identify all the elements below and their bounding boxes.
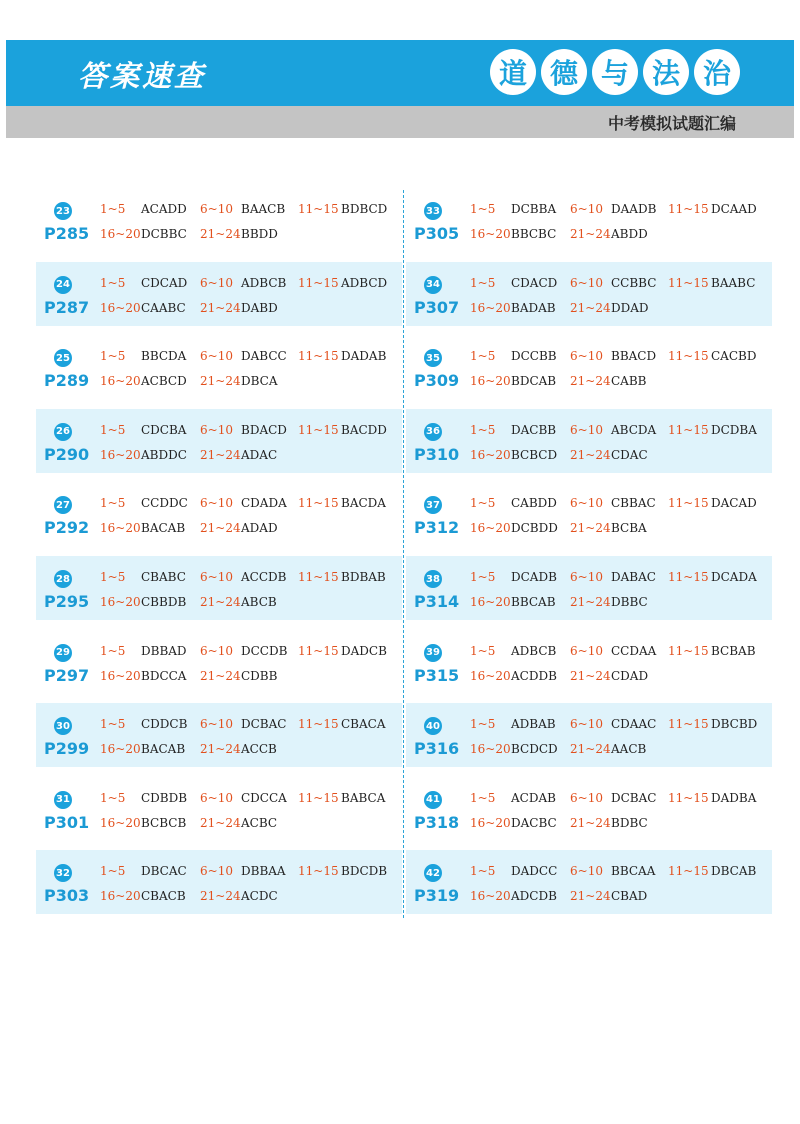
answer-row [406, 703, 772, 767]
range-label: 16~20 [100, 742, 141, 757]
answer-key: DABAC [611, 570, 656, 584]
answer-key: ACBC [241, 815, 278, 830]
range-label: 6~10 [570, 496, 603, 511]
answer-key: CDACD [511, 275, 558, 290]
answer-key: DBBAD [141, 643, 187, 658]
range-label: 1~5 [100, 790, 126, 805]
range-label: 11~15 [298, 570, 339, 584]
range-label: 16~20 [100, 668, 141, 683]
range-label: 11~15 [298, 790, 339, 805]
range-label: 21~24 [570, 447, 611, 462]
answer-key: BBACD [611, 349, 657, 364]
answer-row [36, 482, 402, 546]
answer-key: CDBB [241, 668, 278, 683]
subject-char: 法 [643, 49, 689, 95]
question-set-number: 27 [54, 496, 72, 514]
answer-key: ADBCB [511, 643, 557, 658]
answer-key: ACCDB [241, 570, 287, 584]
range-label: 11~15 [668, 349, 709, 364]
range-label: 21~24 [200, 742, 241, 757]
subject-char: 治 [694, 49, 740, 95]
page-reference: P314 [414, 592, 460, 611]
range-label: 1~5 [470, 202, 496, 216]
answer-key: DCBDD [511, 521, 558, 536]
range-label: 6~10 [570, 643, 603, 658]
range-label: 16~20 [100, 447, 141, 462]
answer-key: CCBBC [611, 275, 657, 290]
answer-key: BDBCD [341, 202, 388, 216]
range-label: 6~10 [200, 864, 233, 879]
question-set-number: 38 [424, 570, 442, 588]
range-label: 21~24 [570, 889, 611, 904]
answer-row [36, 188, 402, 252]
range-label: 1~5 [470, 717, 496, 732]
answer-key: BACDA [341, 496, 386, 511]
answer-key: DADAB [341, 349, 387, 364]
answer-key: DBBAA [241, 864, 286, 879]
range-label: 6~10 [200, 349, 233, 364]
answer-key: ADBAB [511, 717, 556, 732]
answer-key: CCDDC [141, 496, 188, 511]
question-set-number: 32 [54, 864, 72, 882]
answer-key: BDCAB [511, 374, 557, 389]
range-label: 11~15 [668, 202, 709, 216]
range-label: 21~24 [200, 374, 241, 389]
answer-key: CCDAA [611, 643, 657, 658]
range-label: 1~5 [470, 570, 496, 584]
answer-key: DCADA [711, 570, 757, 584]
answer-key: BABCA [341, 790, 386, 805]
range-label: 1~5 [470, 790, 496, 805]
answer-row [406, 850, 772, 914]
range-label: 16~20 [100, 889, 141, 904]
answer-key: DBCBD [711, 717, 758, 732]
range-label: 1~5 [100, 422, 126, 437]
answer-key: CDCBA [141, 422, 187, 437]
range-label: 11~15 [668, 496, 709, 511]
page-reference: P285 [44, 224, 90, 243]
range-label: 21~24 [570, 300, 611, 315]
page-reference: P290 [44, 444, 90, 464]
answer-key: DDAD [611, 300, 649, 315]
answer-key: DBCAC [141, 864, 187, 879]
answer-key: BCBA [611, 521, 647, 536]
answer-key: CBAD [611, 889, 648, 904]
range-label: 16~20 [470, 447, 511, 462]
page-reference: P310 [414, 444, 460, 464]
answer-key: DCBAC [241, 717, 287, 732]
range-label: 16~20 [100, 815, 141, 830]
range-label: 21~24 [200, 521, 241, 536]
range-label: 1~5 [470, 864, 496, 879]
range-label: 1~5 [100, 570, 126, 584]
range-label: 6~10 [570, 349, 603, 364]
answer-row [36, 777, 402, 841]
range-label: 11~15 [298, 643, 339, 658]
answer-key: DBCA [241, 374, 278, 389]
answer-key: ACBCD [141, 374, 187, 389]
page-reference: P305 [414, 224, 460, 243]
answer-key: CDCAD [141, 275, 188, 290]
range-label: 16~20 [100, 374, 141, 389]
answer-row [36, 409, 402, 473]
page-reference: P303 [44, 886, 90, 906]
answer-key: CBACA [341, 717, 386, 732]
answer-row [36, 703, 402, 767]
range-label: 1~5 [100, 717, 126, 732]
answer-key: CACBD [711, 349, 757, 364]
answer-key: DCDBA [711, 422, 757, 437]
range-label: 21~24 [570, 742, 611, 757]
answer-key: DABCC [241, 349, 287, 364]
answer-key: DBBC [611, 595, 648, 609]
subtitle: 中考模拟试题汇编 [607, 114, 736, 133]
answer-key: CDBDB [141, 790, 188, 805]
answer-key: BDBC [611, 815, 648, 830]
range-label: 11~15 [298, 496, 339, 511]
range-label: 16~20 [100, 300, 141, 315]
answer-key: BCBAB [711, 643, 756, 658]
range-label: 21~24 [570, 227, 611, 241]
range-label: 11~15 [298, 202, 339, 216]
answer-key: BAACB [241, 202, 286, 216]
answer-key: DCADB [511, 570, 557, 584]
range-label: 16~20 [470, 668, 511, 683]
answer-row [406, 188, 772, 252]
answer-key: BACAB [141, 742, 186, 757]
answer-key: DCCBB [511, 349, 557, 364]
range-label: 6~10 [200, 496, 233, 511]
range-label: 16~20 [470, 889, 511, 904]
answer-key: DACAD [711, 496, 757, 511]
question-set-number: 34 [424, 276, 442, 294]
range-label: 6~10 [200, 422, 233, 437]
question-set-number: 36 [424, 423, 442, 441]
range-label: 16~20 [100, 521, 141, 536]
answer-key: BAABC [711, 275, 756, 290]
range-label: 1~5 [100, 643, 126, 658]
answer-row [406, 482, 772, 546]
range-label: 1~5 [470, 422, 496, 437]
answer-key: BBCAA [611, 864, 656, 879]
page-reference: P319 [414, 886, 460, 906]
answer-key: CABB [611, 374, 647, 389]
answer-key: ABDDC [141, 447, 187, 462]
answer-key: DABD [241, 300, 278, 315]
answer-row [36, 850, 402, 914]
answer-key: BACDD [341, 422, 387, 437]
range-label: 6~10 [570, 275, 603, 290]
answer-key: DCBBA [511, 202, 557, 216]
subject-char: 道 [490, 49, 536, 95]
range-label: 21~24 [200, 447, 241, 462]
answer-row [406, 409, 772, 473]
range-label: 1~5 [100, 275, 126, 290]
range-label: 1~5 [100, 349, 126, 364]
range-label: 1~5 [470, 349, 496, 364]
answer-key: DAADB [611, 202, 657, 216]
answer-key: CDCCA [241, 790, 287, 805]
range-label: 11~15 [668, 717, 709, 732]
answer-key: DADBA [711, 790, 757, 805]
range-label: 16~20 [470, 227, 511, 241]
range-label: 1~5 [100, 496, 126, 511]
answer-key: ADBCB [241, 275, 287, 290]
answer-key: BBCDA [141, 349, 187, 364]
answer-key: ACDDB [511, 668, 557, 683]
answer-key: CBACB [141, 889, 186, 904]
answer-key: BCBCD [511, 447, 558, 462]
range-label: 1~5 [100, 202, 126, 216]
answer-key: CAABC [141, 300, 186, 315]
answer-key: DADCB [341, 643, 387, 658]
answer-row [36, 556, 402, 620]
answer-key: BADAB [511, 300, 556, 315]
answer-key: ADAC [241, 447, 278, 462]
answer-key: CABDD [511, 496, 557, 511]
answer-key: ACCB [241, 742, 277, 757]
answer-key: ABCB [241, 595, 277, 609]
page-reference: P297 [44, 665, 90, 685]
range-label: 16~20 [470, 742, 511, 757]
answer-key: ADAD [241, 521, 278, 536]
subject-char: 与 [592, 49, 638, 95]
answer-key: AACB [611, 742, 647, 757]
range-label: 11~15 [668, 570, 709, 584]
answer-row [406, 777, 772, 841]
answer-key: DCBBC [141, 227, 187, 241]
question-set-number: 31 [54, 791, 72, 809]
answer-key: BDBAB [341, 570, 386, 584]
answer-key: DCBAC [611, 790, 657, 805]
answer-key: BBDD [241, 227, 278, 241]
answer-key: BDACD [241, 422, 287, 437]
question-set-number: 35 [424, 349, 442, 367]
question-set-number: 30 [54, 717, 72, 735]
question-set-number: 42 [424, 864, 442, 882]
range-label: 1~5 [470, 643, 496, 658]
range-label: 16~20 [100, 595, 141, 609]
page-reference: P316 [414, 739, 460, 759]
page-reference: P318 [414, 812, 460, 832]
answer-key: DBCAB [711, 864, 757, 879]
question-set-number: 41 [424, 791, 442, 809]
range-label: 21~24 [200, 300, 241, 315]
header-bar [6, 40, 794, 106]
range-label: 6~10 [200, 275, 233, 290]
range-label: 21~24 [200, 815, 241, 830]
answer-key: DCAAD [711, 202, 757, 216]
header-title: 答案速查 [78, 59, 207, 93]
answer-key: BCDCD [511, 742, 558, 757]
answer-key: CDAC [611, 447, 648, 462]
range-label: 1~5 [100, 864, 126, 879]
answer-key: BACAB [141, 521, 186, 536]
range-label: 16~20 [100, 227, 141, 241]
range-label: 6~10 [570, 202, 603, 216]
column-divider [403, 190, 404, 918]
answer-row [406, 262, 772, 326]
range-label: 6~10 [570, 790, 603, 805]
range-label: 11~15 [298, 717, 339, 732]
answer-row [406, 630, 772, 694]
range-label: 21~24 [200, 889, 241, 904]
answer-row [36, 630, 402, 694]
range-label: 21~24 [570, 595, 611, 609]
range-label: 6~10 [200, 202, 233, 216]
answer-row [36, 262, 402, 326]
range-label: 11~15 [668, 422, 709, 437]
question-set-number: 28 [54, 570, 72, 588]
range-label: 11~15 [668, 275, 709, 290]
page-reference: P292 [44, 518, 90, 538]
range-label: 16~20 [470, 374, 511, 389]
answer-key: ACDAB [511, 790, 556, 805]
subtitle-bar [6, 106, 794, 138]
answer-row [36, 335, 402, 399]
answer-key: DACBB [511, 422, 557, 437]
answer-key: CDAD [611, 668, 649, 683]
range-label: 16~20 [470, 521, 511, 536]
answer-key: DADCC [511, 864, 558, 879]
question-set-number: 39 [424, 644, 442, 662]
range-label: 11~15 [298, 864, 339, 879]
answer-key: BCBCB [141, 815, 187, 830]
answer-key: BBCAB [511, 595, 556, 609]
question-set-number: 25 [54, 349, 72, 367]
page-reference: P289 [44, 371, 90, 391]
range-label: 11~15 [668, 790, 709, 805]
range-label: 1~5 [470, 275, 496, 290]
range-label: 16~20 [470, 300, 511, 315]
page-reference: P309 [414, 371, 460, 391]
page-reference: P295 [44, 592, 90, 611]
range-label: 21~24 [570, 815, 611, 830]
range-label: 11~15 [298, 275, 339, 290]
answer-key: DACBC [511, 815, 557, 830]
answer-key: ABCDA [611, 422, 657, 437]
answer-key: ADCDB [511, 889, 557, 904]
range-label: 6~10 [570, 864, 603, 879]
page-reference: P287 [44, 297, 90, 317]
range-label: 1~5 [470, 496, 496, 511]
question-set-number: 23 [54, 202, 72, 220]
range-label: 6~10 [570, 422, 603, 437]
subject-title [490, 49, 740, 95]
range-label: 21~24 [570, 521, 611, 536]
page-reference: P299 [44, 739, 90, 759]
subject-char: 德 [541, 49, 587, 95]
range-label: 11~15 [298, 422, 339, 437]
range-label: 6~10 [200, 570, 233, 584]
question-set-number: 24 [54, 276, 72, 294]
question-set-number: 40 [424, 717, 442, 735]
answer-key: DCCDB [241, 643, 288, 658]
range-label: 6~10 [570, 570, 603, 584]
range-label: 6~10 [200, 790, 233, 805]
answer-key: BDCCA [141, 668, 187, 683]
range-label: 21~24 [200, 595, 241, 609]
answer-key: ADBCD [341, 275, 388, 290]
answer-key: CDADA [241, 496, 287, 511]
range-label: 21~24 [200, 227, 241, 241]
answer-key: ACADD [141, 202, 187, 216]
question-set-number: 33 [424, 202, 442, 220]
range-label: 6~10 [200, 717, 233, 732]
range-label: 21~24 [200, 668, 241, 683]
range-label: 6~10 [200, 643, 233, 658]
answer-key: CDAAC [611, 717, 657, 732]
range-label: 16~20 [470, 815, 511, 830]
answer-key: BDCDB [341, 864, 388, 879]
range-label: 16~20 [470, 595, 511, 609]
range-label: 11~15 [298, 349, 339, 364]
question-set-number: 29 [54, 644, 72, 662]
answer-key: CBBAC [611, 496, 656, 511]
answer-key: CDDCB [141, 717, 188, 732]
page-reference: P312 [414, 518, 460, 538]
answer-key: BBCBC [511, 227, 557, 241]
answer-row [406, 556, 772, 620]
range-label: 6~10 [570, 717, 603, 732]
page-reference: P307 [414, 297, 460, 317]
answer-key: ACDC [241, 889, 278, 904]
page-reference: P315 [414, 665, 460, 685]
answer-key: ABDD [611, 227, 648, 241]
range-label: 11~15 [668, 864, 709, 879]
range-label: 11~15 [668, 643, 709, 658]
answer-row [406, 335, 772, 399]
range-label: 21~24 [570, 668, 611, 683]
range-label: 21~24 [570, 374, 611, 389]
page-reference: P301 [44, 812, 90, 832]
answer-key: CBBDB [141, 595, 187, 609]
question-set-number: 26 [54, 423, 72, 441]
question-set-number: 37 [424, 496, 442, 514]
answer-key: CBABC [141, 570, 186, 584]
